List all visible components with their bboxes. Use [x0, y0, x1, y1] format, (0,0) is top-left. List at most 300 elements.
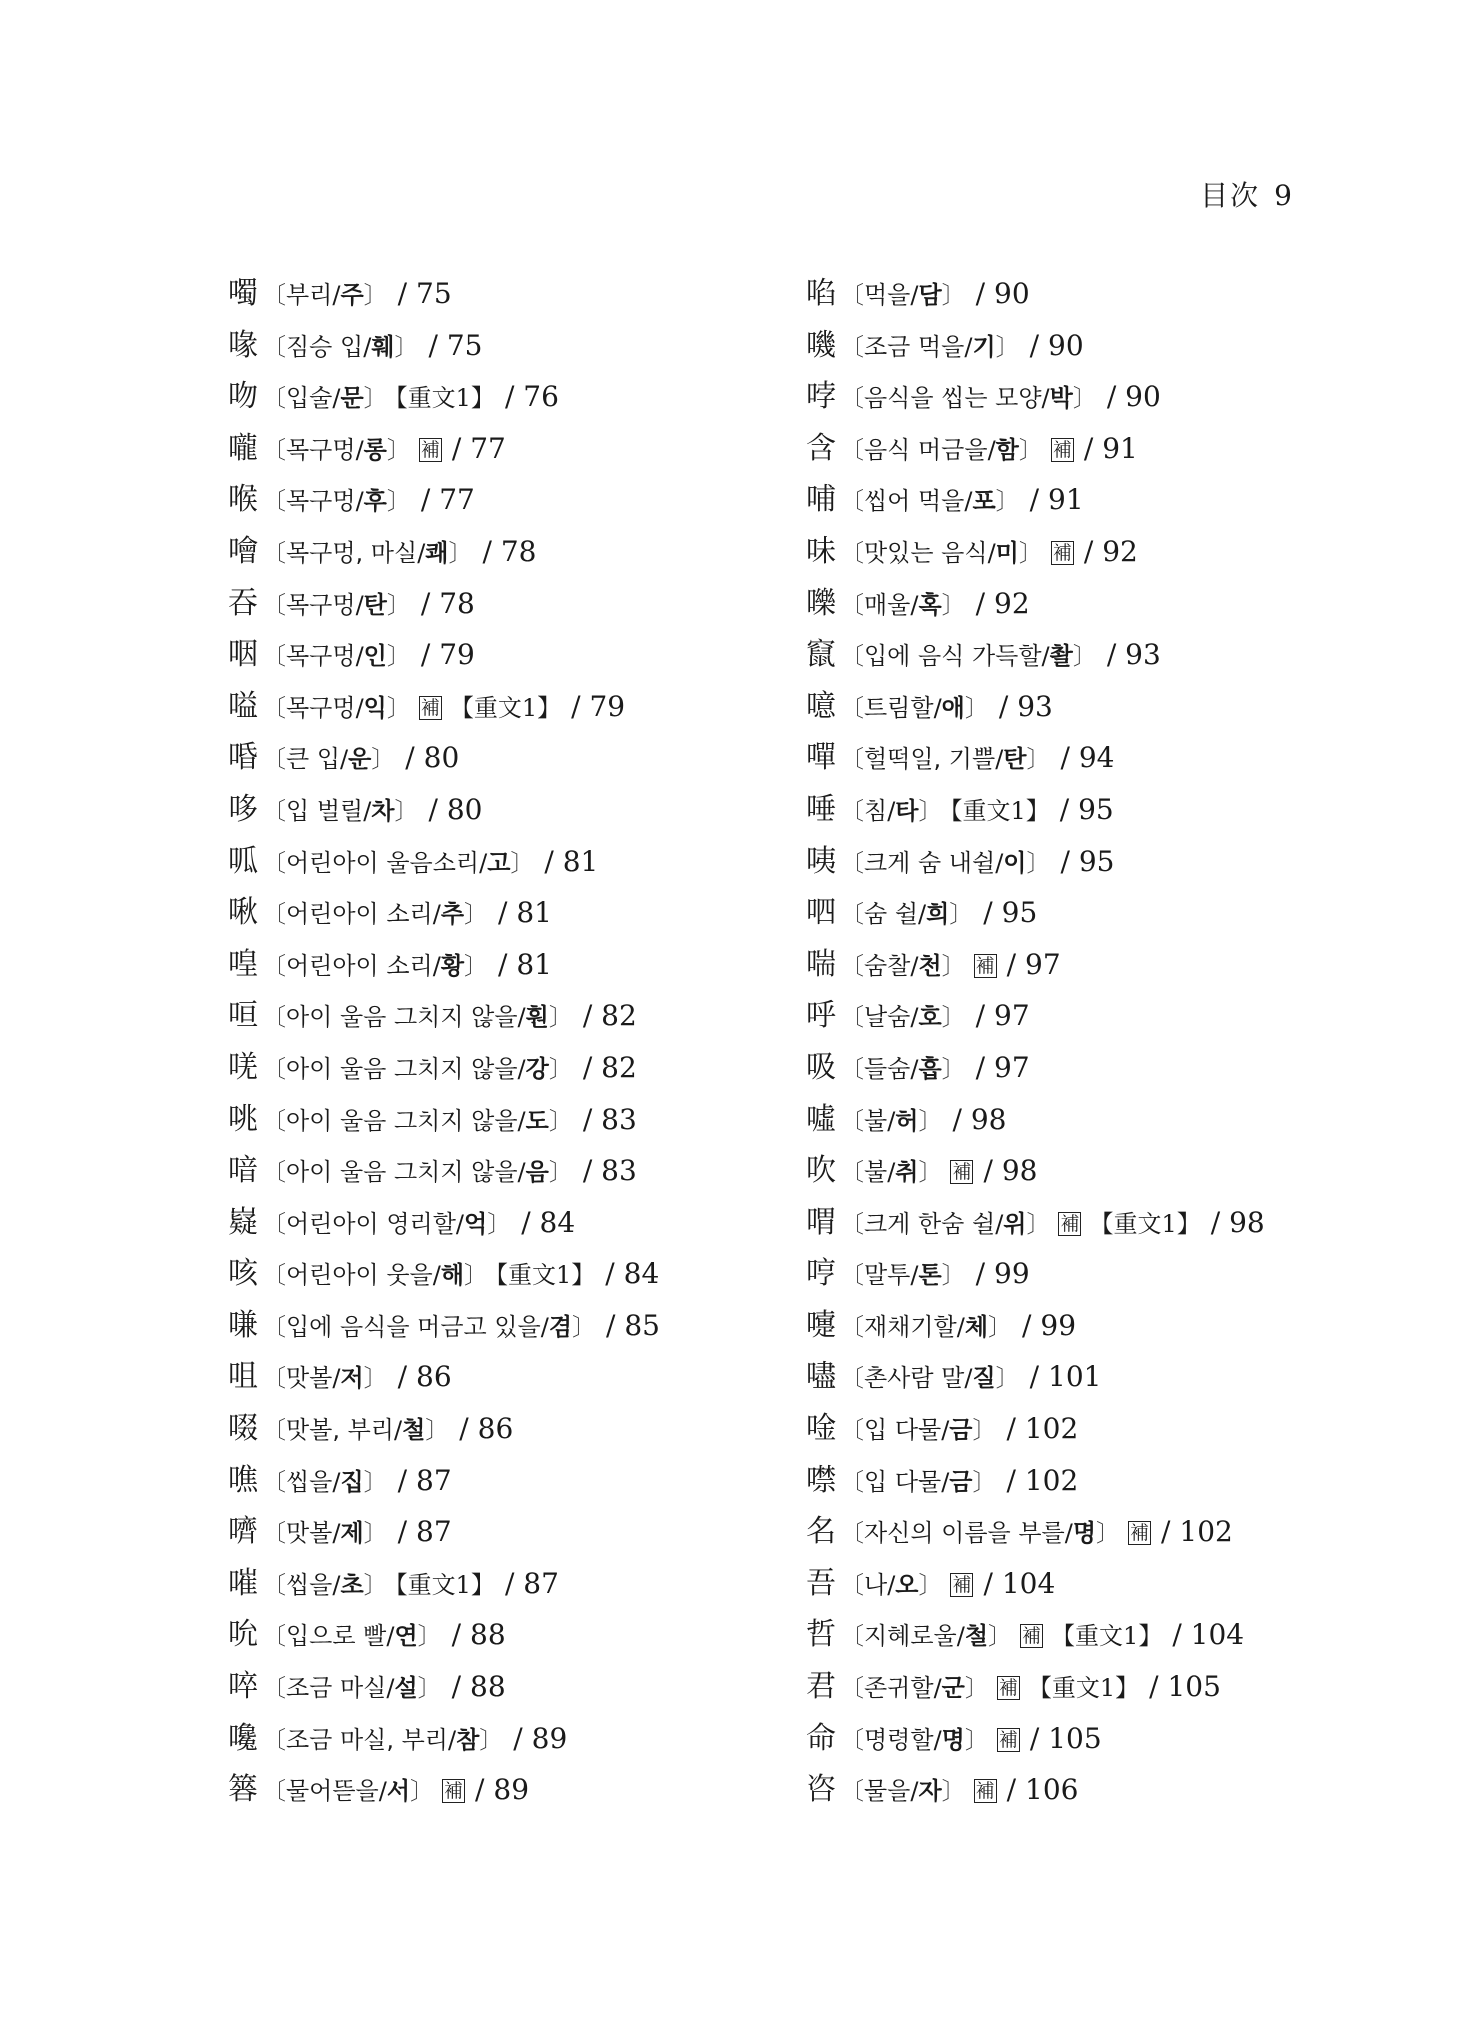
- entry-character: 嚛: [806, 585, 836, 621]
- toc-entry: [806, 939, 1265, 991]
- toc-entry: [806, 474, 1265, 526]
- entry-meaning: 입 다물: [864, 1467, 942, 1496]
- variant-form-mark: 【重文1】: [395, 1570, 495, 1599]
- entry-reading: 촬: [1049, 642, 1073, 671]
- supplement-mark: 補: [975, 954, 995, 977]
- entry-character: 喟: [806, 1204, 836, 1240]
- entry-meaning: 크게 한숨 쉴: [864, 1209, 996, 1238]
- variant-form-mark: 【重文1】: [950, 796, 1050, 825]
- toc-entry: [228, 681, 660, 733]
- entry-meaning: 숨 쉴: [864, 900, 918, 929]
- entry-character: 咀: [228, 1359, 258, 1395]
- entry-meaning: 어린아이 소리: [286, 900, 433, 929]
- entry-meaning: 음식 머금을: [864, 435, 988, 464]
- entry-reading: 해: [440, 1261, 465, 1290]
- variant-form-mark: 【重文1】: [395, 384, 495, 413]
- entry-gloss-group: 〔불/허〕: [840, 1106, 943, 1135]
- entry-meaning: 맛볼: [286, 1519, 333, 1548]
- entry-meaning: 존귀할: [864, 1674, 934, 1703]
- entry-gloss-group: 〔입술/문〕: [262, 384, 388, 413]
- entry-reading: 위: [1003, 1209, 1027, 1238]
- entry-gloss-group: 〔맛볼, 부리/철〕: [262, 1416, 450, 1445]
- entry-meaning: 어린아이 울음소리: [286, 848, 480, 877]
- supplement-mark: 補: [975, 1780, 995, 1803]
- entry-character: 竄: [806, 637, 836, 673]
- toc-entry: [228, 732, 660, 784]
- entry-gloss-group: 〔조금 먹을/기〕: [840, 332, 1020, 361]
- entry-character: 噣: [228, 276, 258, 311]
- entry-character: 喤: [228, 946, 258, 982]
- toc-entry: [806, 1403, 1265, 1455]
- entry-gloss-group: 〔조금 마실/설〕: [262, 1674, 442, 1703]
- supplement-mark: 補: [1060, 1212, 1080, 1235]
- entry-character: 咺: [228, 998, 258, 1034]
- entry-page-number: / 101: [1029, 1360, 1102, 1394]
- entry-gloss-group: 〔숨 쉴/희〕: [840, 900, 974, 929]
- entry-reading: 톤: [918, 1261, 942, 1290]
- entry-reading: 희: [926, 900, 950, 929]
- entry-gloss-group: 〔어린아이 영리할/억〕: [262, 1209, 512, 1238]
- entry-meaning: 목구멍, 마실: [286, 538, 418, 567]
- entry-page-number: / 105: [1149, 1670, 1221, 1704]
- toc-entry: [806, 1713, 1265, 1765]
- entry-gloss-group: 〔자신의 이름을 부를/명〕: [840, 1519, 1121, 1548]
- entry-character: 喑: [228, 1153, 258, 1189]
- toc-entry: [228, 1713, 660, 1765]
- entry-reading: 애: [941, 693, 965, 722]
- entry-reading: 롱: [363, 435, 387, 464]
- entry-reading: 설: [394, 1674, 418, 1703]
- entry-meaning: 입에 음식을 머금고 있을: [286, 1312, 541, 1341]
- entry-reading: 연: [394, 1622, 418, 1651]
- page-number: 9: [1274, 179, 1294, 212]
- entry-page-number: / 78: [420, 586, 475, 620]
- entry-reading: 오: [895, 1570, 919, 1599]
- toc-entry: [228, 578, 660, 630]
- entry-reading: 질: [972, 1364, 996, 1393]
- entry-character: 呱: [228, 843, 258, 879]
- entry-reading: 음: [525, 1158, 549, 1187]
- supplement-mark: 補: [952, 1573, 972, 1596]
- toc-entry: [228, 320, 660, 372]
- entry-meaning: 맛볼, 부리: [286, 1416, 394, 1445]
- entry-character: 嗺: [228, 1565, 258, 1601]
- entry-meaning: 물어뜯을: [286, 1777, 379, 1806]
- entry-page-number: / 104: [983, 1566, 1056, 1600]
- entry-page-number: / 86: [459, 1412, 514, 1446]
- entry-character: 啜: [228, 1411, 258, 1447]
- entry-page-number: / 80: [428, 792, 483, 826]
- entry-gloss-group: 〔어린아이 소리/추〕: [262, 900, 489, 929]
- entry-meaning: 입 벌릴: [286, 796, 364, 825]
- entry-meaning: 목구멍: [286, 487, 356, 516]
- entry-character: 嘽: [806, 740, 836, 776]
- toc-entry: [228, 268, 660, 320]
- entry-meaning: 어린아이 웃을: [286, 1261, 433, 1290]
- entry-meaning: 자신의 이름을 부를: [864, 1519, 1065, 1548]
- entry-meaning: 씹을: [286, 1467, 333, 1496]
- toc-entry: [228, 1042, 660, 1094]
- entry-gloss-group: 〔날숨/호〕: [840, 1003, 966, 1032]
- entry-reading: 추: [440, 900, 465, 929]
- entry-character: 嚵: [228, 1720, 258, 1756]
- entry-reading: 금: [949, 1416, 973, 1445]
- supplement-mark: 補: [1052, 438, 1072, 461]
- entry-page-number: / 79: [571, 689, 626, 723]
- toc-entry: [806, 1764, 1265, 1816]
- entry-gloss-group: 〔아이 울음 그치지 않을/음〕: [262, 1158, 573, 1187]
- entry-meaning: 불: [864, 1158, 888, 1187]
- entry-page-number: / 79: [420, 638, 475, 672]
- entry-character: 㖧: [228, 740, 258, 776]
- entry-meaning: 먹을: [864, 281, 911, 309]
- entry-character: 君: [806, 1669, 836, 1705]
- entry-page-number: / 87: [397, 1463, 452, 1497]
- entry-character: 噤: [806, 1462, 836, 1498]
- toc-entry: [228, 1094, 660, 1146]
- entry-gloss-group: 〔존귀할/군〕: [840, 1674, 989, 1703]
- entry-reading: 제: [340, 1519, 364, 1548]
- entry-meaning: 짐승 입: [286, 332, 364, 361]
- entry-character: 嚍: [806, 1359, 836, 1395]
- toc-entry: [228, 939, 660, 991]
- entry-character: 啗: [806, 276, 836, 311]
- entry-gloss-group: 〔목구멍/후〕: [262, 487, 411, 516]
- entry-meaning: 조금 마실, 부리: [286, 1725, 448, 1754]
- entry-page-number: / 92: [975, 586, 1030, 620]
- entry-gloss-group: 〔음식을 씹는 모양/박〕: [840, 384, 1097, 413]
- entry-reading: 철: [402, 1416, 426, 1445]
- toc-entry: [806, 526, 1265, 578]
- entry-character: 哆: [228, 791, 258, 827]
- entry-meaning: 씹을: [286, 1570, 333, 1599]
- entry-reading: 기: [972, 332, 996, 361]
- entry-meaning: 크게 숨 내쉴: [864, 848, 996, 877]
- entry-page-number: / 82: [582, 999, 637, 1033]
- entry-page-number: / 80: [405, 741, 460, 775]
- entry-meaning: 음식을 씹는 모양: [864, 384, 1042, 413]
- entry-gloss-group: 〔맛있는 음식/미〕: [840, 538, 1043, 567]
- entry-character: 吾: [806, 1565, 836, 1601]
- entry-meaning: 말투: [864, 1261, 911, 1290]
- entry-page-number: / 88: [451, 1670, 506, 1704]
- entry-gloss-group: 〔부리/주〕: [262, 281, 388, 309]
- toc-entry: [806, 1094, 1265, 1146]
- toc-entry: [806, 990, 1265, 1042]
- entry-page-number: / 98: [1210, 1205, 1265, 1239]
- entry-meaning: 숨찰: [864, 951, 911, 980]
- entry-gloss-group: 〔입 다물/금〕: [840, 1467, 997, 1496]
- entry-gloss-group: 〔크게 숨 내쉴/이〕: [840, 848, 1051, 877]
- supplement-mark: 補: [420, 438, 440, 461]
- entry-page-number: / 77: [451, 431, 506, 465]
- entry-reading: 흡: [918, 1054, 942, 1083]
- entry-reading: 취: [895, 1158, 919, 1187]
- entry-character: 吻: [228, 379, 258, 415]
- entry-meaning: 조금 먹을: [864, 332, 965, 361]
- toc-entry: [806, 1248, 1265, 1300]
- entry-page-number: / 88: [451, 1618, 506, 1652]
- entry-page-number: / 90: [1029, 328, 1084, 362]
- toc-entry: [228, 1764, 660, 1816]
- entry-gloss-group: 〔재채기할/체〕: [840, 1312, 1013, 1341]
- supplement-mark: 補: [420, 696, 440, 719]
- entry-meaning: 들숨: [864, 1054, 911, 1083]
- entry-reading: 운: [348, 745, 372, 774]
- toc-entry: [228, 1351, 660, 1403]
- entry-character: 咷: [228, 1101, 258, 1137]
- entry-gloss-group: 〔입 벌릴/차〕: [262, 796, 419, 825]
- entry-gloss-group: 〔입에 음식 가득할/촬〕: [840, 642, 1097, 671]
- toc-entry: [228, 1145, 660, 1197]
- entry-reading: 황: [440, 951, 465, 980]
- entry-reading: 포: [972, 487, 996, 516]
- entry-page-number: / 99: [1022, 1308, 1077, 1342]
- entry-reading: 탄: [363, 590, 387, 619]
- entry-reading: 자: [918, 1777, 942, 1806]
- toc-entry: [806, 681, 1265, 733]
- entry-page-number: / 97: [975, 1050, 1030, 1084]
- entry-character: 吮: [228, 1617, 258, 1653]
- entry-page-number: / 94: [1060, 741, 1115, 775]
- entry-reading: 저: [340, 1364, 364, 1393]
- supplement-mark: 補: [952, 1161, 972, 1184]
- entry-gloss-group: 〔씹어 먹을/포〕: [840, 487, 1020, 516]
- entry-gloss-group: 〔어린아이 울음소리/고〕: [262, 848, 535, 877]
- toc-entry: [806, 1455, 1265, 1507]
- entry-page-number: / 75: [397, 277, 452, 310]
- entry-page-number: / 78: [482, 534, 537, 568]
- entry-character: 哱: [806, 379, 836, 415]
- entry-meaning: 맛볼: [286, 1364, 333, 1393]
- entry-character: 名: [806, 1514, 836, 1550]
- entry-gloss-group: 〔아이 울음 그치지 않을/강〕: [262, 1054, 573, 1083]
- entry-reading: 허: [895, 1106, 919, 1135]
- entry-meaning: 아이 울음 그치지 않을: [286, 1003, 518, 1032]
- toc-entry: [806, 423, 1265, 475]
- entry-meaning: 맛있는 음식: [864, 538, 988, 567]
- entry-page-number: / 93: [998, 689, 1053, 723]
- toc-entry: [806, 578, 1265, 630]
- entry-reading: 집: [340, 1467, 364, 1496]
- entry-character: 呬: [806, 895, 836, 931]
- entry-meaning: 목구멍: [286, 435, 356, 464]
- entry-meaning: 입 다물: [864, 1416, 942, 1445]
- entry-gloss-group: 〔음식 머금을/함〕: [840, 435, 1043, 464]
- toc-entry: [228, 1197, 660, 1249]
- entry-meaning: 입에 음식 가득할: [864, 642, 1042, 671]
- entry-reading: 훤: [525, 1003, 549, 1032]
- toc-entry: [228, 1403, 660, 1455]
- entry-page-number: / 99: [975, 1257, 1030, 1291]
- entry-character: 噓: [806, 1101, 836, 1137]
- entry-character: 吹: [806, 1153, 836, 1189]
- entry-meaning: 어린아이 소리: [286, 951, 433, 980]
- entry-gloss-group: 〔매울/혹〕: [840, 590, 966, 619]
- entry-character: 味: [806, 533, 836, 569]
- entry-character: 嚌: [228, 1514, 258, 1550]
- toc-entry: [806, 1351, 1265, 1403]
- entry-gloss-group: 〔목구멍/인〕: [262, 642, 411, 671]
- entry-gloss-group: 〔명령할/명〕: [840, 1725, 989, 1754]
- entry-reading: 철: [964, 1622, 989, 1651]
- entry-reading: 명: [941, 1725, 965, 1754]
- entry-gloss-group: 〔침/타〕: [840, 796, 943, 825]
- entry-page-number: / 89: [475, 1773, 530, 1807]
- entry-character: 唾: [806, 791, 836, 827]
- entry-page-number: / 90: [1106, 380, 1161, 414]
- toc-entry: [806, 1300, 1265, 1352]
- toc-entry: [806, 784, 1265, 836]
- entry-page-number: / 77: [420, 483, 475, 517]
- toc-left-column: [228, 268, 660, 1816]
- toc-entry: [806, 887, 1265, 939]
- toc-entry: [228, 887, 660, 939]
- entry-character: 咦: [806, 843, 836, 879]
- entry-character: 吸: [806, 1049, 836, 1085]
- toc-entry: [806, 1506, 1265, 1558]
- entry-reading: 주: [340, 281, 364, 309]
- entry-character: 命: [806, 1720, 836, 1756]
- entry-character: 啾: [228, 895, 258, 931]
- toc-entry: [806, 1609, 1265, 1661]
- entry-meaning: 지혜로울: [864, 1622, 957, 1651]
- toc-entry: [228, 1248, 660, 1300]
- toc-entry: [806, 629, 1265, 681]
- entry-character: 唫: [806, 1411, 836, 1447]
- entry-page-number: / 105: [1029, 1721, 1102, 1755]
- toc-entry: [228, 423, 660, 475]
- entry-gloss-group: 〔트림할/애〕: [840, 693, 989, 722]
- entry-page-number: / 84: [521, 1205, 576, 1239]
- entry-gloss-group: 〔먹을/담〕: [840, 281, 966, 309]
- entry-gloss-group: 〔목구멍/탄〕: [262, 590, 411, 619]
- entry-page-number: / 81: [498, 947, 552, 981]
- entry-meaning: 물을: [864, 1777, 911, 1806]
- entry-reading: 고: [487, 848, 511, 877]
- supplement-mark: 補: [1130, 1522, 1150, 1545]
- entry-gloss-group: 〔입 다물/금〕: [840, 1416, 997, 1445]
- entry-gloss-group: 〔헐떡일, 기쁠/탄〕: [840, 745, 1051, 774]
- entry-meaning: 부리: [286, 281, 333, 309]
- entry-page-number: / 97: [975, 999, 1030, 1033]
- entry-character: 喙: [228, 327, 258, 363]
- entry-meaning: 어린아이 영리할: [286, 1209, 456, 1238]
- entry-gloss-group: 〔목구멍, 마실/쾌〕: [262, 538, 473, 567]
- entry-reading: 호: [918, 1003, 942, 1032]
- entry-meaning: 나: [864, 1570, 888, 1599]
- entry-character: 吞: [228, 585, 258, 621]
- entry-reading: 미: [995, 538, 1019, 567]
- supplement-mark: 補: [998, 1677, 1018, 1700]
- entry-reading: 명: [1072, 1519, 1097, 1548]
- toc-entry: [806, 320, 1265, 372]
- entry-page-number: / 104: [1172, 1618, 1245, 1652]
- entry-character: 噲: [228, 533, 258, 569]
- entry-reading: 쾌: [425, 538, 449, 567]
- entry-reading: 박: [1049, 384, 1073, 413]
- entry-gloss-group: 〔조금 마실, 부리/참〕: [262, 1725, 504, 1754]
- entry-reading: 도: [525, 1106, 549, 1135]
- entry-meaning: 입으로 빨: [286, 1622, 387, 1651]
- entry-page-number: / 76: [504, 380, 559, 414]
- entry-character: 咽: [228, 637, 258, 673]
- entry-gloss-group: 〔씹을/초〕: [262, 1570, 388, 1599]
- toc-entry: [228, 629, 660, 681]
- entry-reading: 초: [340, 1570, 364, 1599]
- entry-gloss-group: 〔불/취〕: [840, 1158, 943, 1187]
- variant-form-mark: 【重文1】: [1027, 1674, 1140, 1703]
- entry-character: 咨: [806, 1772, 836, 1808]
- entry-gloss-group: 〔목구멍/롱〕: [262, 435, 411, 464]
- entry-character: 含: [806, 430, 836, 466]
- entry-gloss-group: 〔입에 음식을 머금고 있을/겸〕: [262, 1312, 597, 1341]
- entry-reading: 서: [386, 1777, 411, 1806]
- section-title: 目次: [1200, 179, 1261, 212]
- entry-gloss-group: 〔아이 울음 그치지 않을/도〕: [262, 1106, 573, 1135]
- toc-entry: [806, 1145, 1265, 1197]
- toc-entry: [806, 371, 1265, 423]
- toc-entry: [228, 1300, 660, 1352]
- toc-entry: [228, 784, 660, 836]
- entry-page-number: / 91: [1083, 431, 1138, 465]
- entry-reading: 담: [918, 281, 942, 309]
- entry-character: 喘: [806, 946, 836, 982]
- entry-character: 嚏: [806, 1307, 836, 1343]
- entry-character: 嘰: [806, 327, 836, 363]
- entry-reading: 겸: [548, 1312, 573, 1341]
- entry-character: 咳: [228, 1256, 258, 1292]
- entry-character: 簭: [228, 1772, 258, 1808]
- entry-page-number: / 75: [428, 328, 483, 362]
- entry-meaning: 매울: [864, 590, 911, 619]
- entry-reading: 군: [941, 1674, 965, 1703]
- entry-page-number: / 106: [1006, 1773, 1079, 1807]
- entry-reading: 익: [363, 693, 387, 722]
- entry-reading: 참: [456, 1725, 480, 1754]
- toc-entry: [806, 1661, 1265, 1713]
- running-head: [1200, 174, 1294, 214]
- entry-page-number: / 95: [1060, 844, 1115, 878]
- entry-reading: 타: [895, 796, 919, 825]
- entry-reading: 탄: [1003, 745, 1027, 774]
- entry-page-number: / 102: [1006, 1412, 1079, 1446]
- entry-page-number: / 97: [1006, 947, 1061, 981]
- entry-page-number: / 87: [397, 1515, 452, 1549]
- entry-page-number: / 84: [605, 1257, 660, 1291]
- toc-entry: [806, 732, 1265, 784]
- entry-gloss-group: 〔숨찰/천〕: [840, 951, 966, 980]
- entry-reading: 후: [363, 487, 387, 516]
- entry-meaning: 아이 울음 그치지 않을: [286, 1106, 518, 1135]
- entry-gloss-group: 〔목구멍/익〕: [262, 693, 411, 722]
- entry-character: 哺: [806, 482, 836, 518]
- entry-page-number: / 98: [983, 1154, 1038, 1188]
- entry-character: 噫: [806, 688, 836, 724]
- toc-entry: [228, 371, 660, 423]
- toc-entry: [228, 526, 660, 578]
- entry-reading: 천: [918, 951, 942, 980]
- entry-character: 喉: [228, 482, 258, 518]
- entry-meaning: 촌사람 말: [864, 1364, 965, 1393]
- toc-entry: [228, 1558, 660, 1610]
- entry-meaning: 조금 마실: [286, 1674, 387, 1703]
- entry-page-number: / 91: [1029, 483, 1084, 517]
- entry-gloss-group: 〔촌사람 말/질〕: [840, 1364, 1020, 1393]
- toc-entry: [806, 268, 1265, 320]
- entry-gloss-group: 〔지혜로울/철〕: [840, 1622, 1013, 1651]
- toc-entry: [228, 1506, 660, 1558]
